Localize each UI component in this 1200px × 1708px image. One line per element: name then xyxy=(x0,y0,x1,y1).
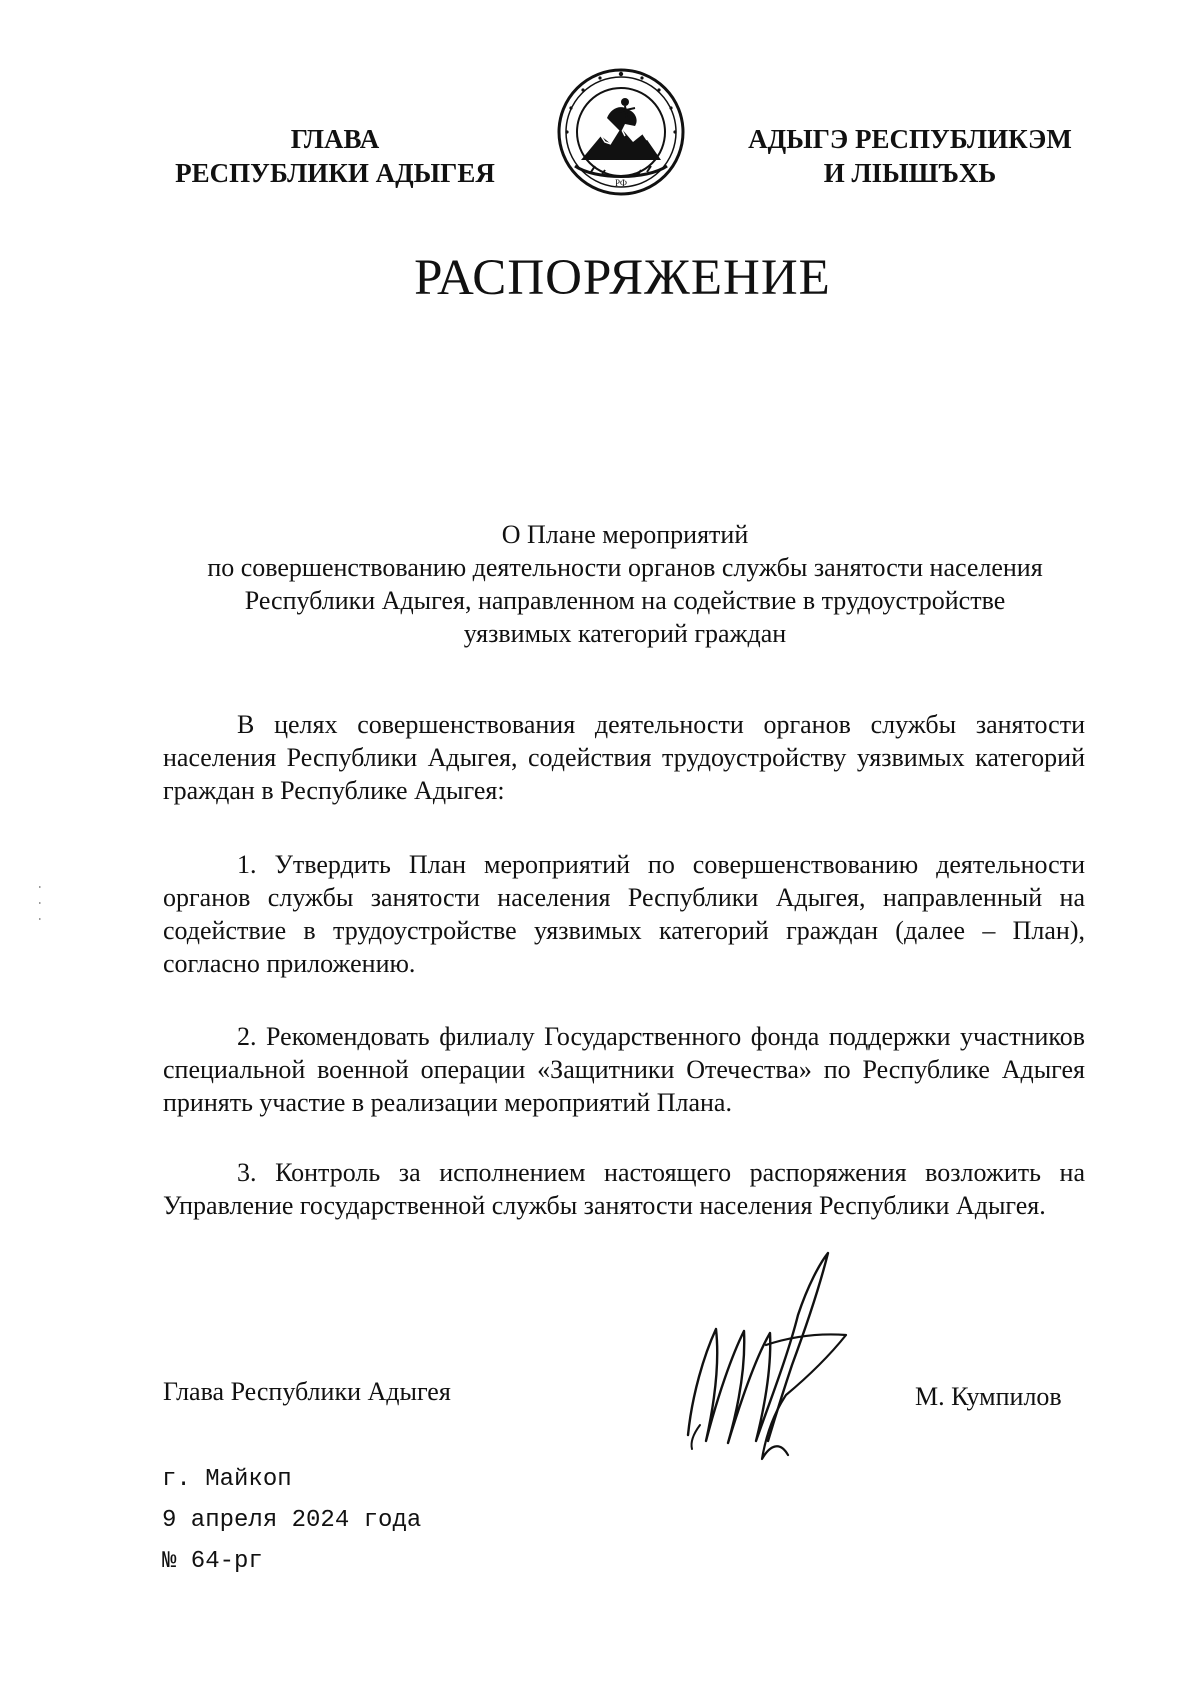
coat-of-arms-icon xyxy=(555,62,687,202)
document-number: № 64-рг xyxy=(162,1548,263,1575)
preamble-paragraph: В целях совершенствования деятельности органов службы занятости населения Республики Адыгея, содействия трудоустройству уязвимых категорий граждан в Республике Адыгея: xyxy=(163,710,1085,805)
issuer-line-1: ГЛАВА xyxy=(290,124,380,154)
emblem-base-text: РФ xyxy=(615,178,627,188)
document-subject xyxy=(150,518,1100,650)
issuer-title-adyghe xyxy=(730,122,1090,190)
issuer-adyghe-line-2: И ЛIЫШЪХЬ xyxy=(823,158,997,188)
subject-line-4: уязвимых категорий граждан xyxy=(463,619,787,648)
handwritten-signature-icon xyxy=(670,1245,870,1475)
order-item-1: 1. Утвердить План мероприятий по совершенствованию деятельности органов службы занятости населения Республики Адыгея, направленный на содействие в трудоустройстве уязвимых категорий граждан (далее – План), согласно приложению. xyxy=(163,850,1085,978)
issue-city: г. Майкоп xyxy=(162,1466,292,1493)
signatory-position: Глава Республики Адыгея xyxy=(163,1377,451,1406)
document-type-title: РАСПОРЯЖЕНИЕ xyxy=(414,250,831,306)
subject-line-2: по совершенствованию деятельности органов службы занятости населения xyxy=(207,553,1043,582)
scan-margin-marks xyxy=(38,886,42,922)
subject-line-3: Республики Адыгея, направленном на содействие в трудоустройстве xyxy=(244,586,1006,615)
subject-line-1: О Плане мероприятий xyxy=(501,520,749,549)
issue-date: 9 апреля 2024 года xyxy=(162,1507,422,1534)
order-item-3: 3. Контроль за исполнением настоящего распоряжения возложить на Управление государственной службы занятости населения Республики Адыгея. xyxy=(163,1158,1085,1220)
issuer-title-russian xyxy=(150,122,520,190)
signatory-name: М. Кумпилов xyxy=(915,1382,1062,1411)
order-item-2: 2. Рекомендовать филиалу Государственного фонда поддержки участников специальной военной операции «Защитники Отечества» по Республике Адыгея принять участие в реализации мероприятий Плана. xyxy=(163,1022,1085,1117)
issuer-adyghe-line-1: АДЫГЭ РЕСПУБЛИКЭМ xyxy=(748,124,1072,154)
issuer-line-2: РЕСПУБЛИКИ АДЫГЕЯ xyxy=(175,158,495,188)
